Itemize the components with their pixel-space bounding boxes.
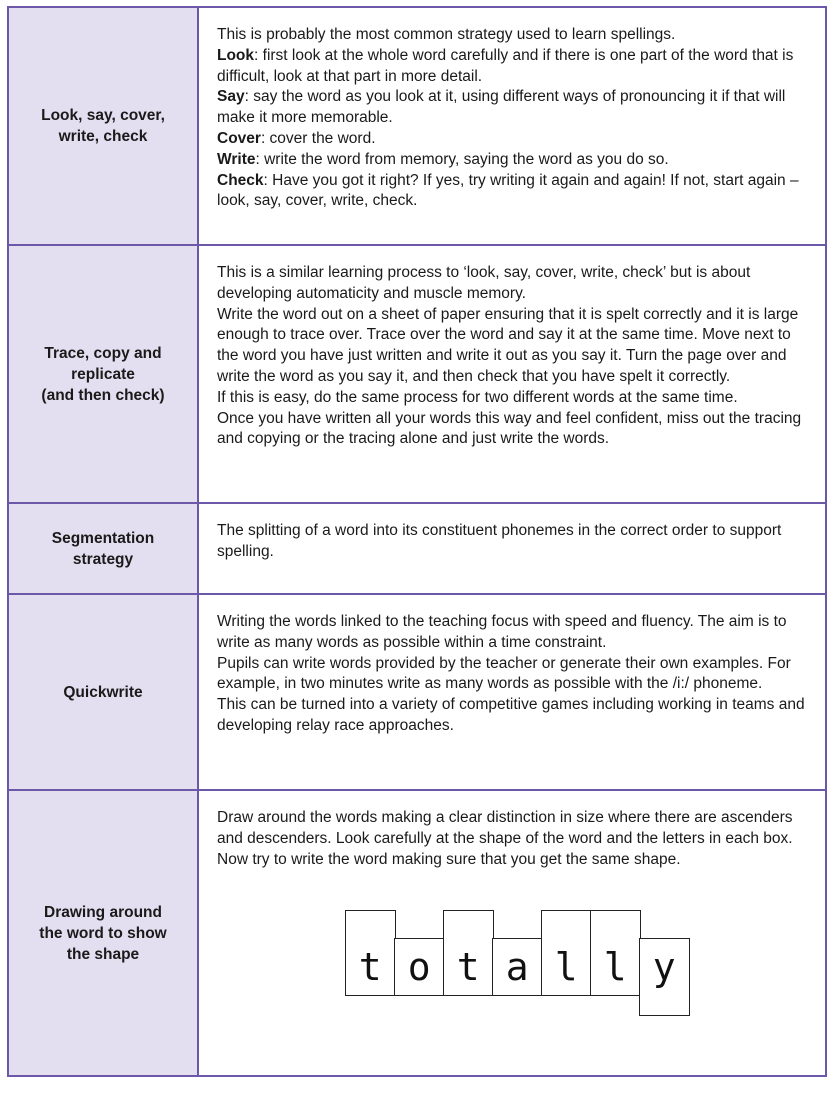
step-keyword: Cover xyxy=(217,129,261,147)
paragraph-text: : Have you got it right? If yes, try writing it again and again! If not, start again – look, say, cover, write, check. xyxy=(217,171,799,210)
description-paragraph xyxy=(217,25,811,46)
letter-glyph: t xyxy=(456,945,480,990)
table-row xyxy=(8,790,826,1076)
table-row xyxy=(8,245,826,503)
paragraph-text: : say the word as you look at it, using different ways of pronouncing it if that will make it more memorable. xyxy=(217,88,786,127)
strategy-name xyxy=(8,7,198,245)
description-paragraph: Draw around the words making a clear distinction in size where there are ascenders and descenders. Look carefully at the shape of the word and the letters in each box. Now try to write the word making sure that you get the same shape. xyxy=(217,809,793,868)
letter-box xyxy=(345,910,396,996)
description-paragraph xyxy=(217,129,811,150)
letter-glyph: t xyxy=(358,945,382,990)
paragraph-text: : first look at the whole word carefully and if there is one part of the word that is difficult, look at that part in more detail. xyxy=(217,46,794,85)
description-paragraph xyxy=(217,171,811,213)
strategy-name xyxy=(8,594,198,790)
strategy-name-line: Trace, copy and xyxy=(44,344,162,362)
table-row xyxy=(8,503,826,594)
letter-glyph: l xyxy=(554,945,578,990)
strategy-description xyxy=(198,790,826,1076)
step-keyword: Look xyxy=(217,46,255,64)
description-paragraph: This is a similar learning process to ‘look, say, cover, write, check’ but is about developing automaticity and muscle memory. xyxy=(217,264,751,302)
strategy-name-line: the word to show xyxy=(39,924,167,942)
strategy-name-line: replicate xyxy=(71,365,135,383)
letter-glyph: a xyxy=(505,945,529,990)
strategy-name xyxy=(8,245,198,503)
strategy-name-line: the shape xyxy=(66,945,140,963)
letter-box xyxy=(394,938,445,996)
strategy-name-line: strategy xyxy=(72,550,134,568)
strategy-name-line: Look, say, cover, xyxy=(41,107,165,124)
letter-glyph: l xyxy=(603,945,627,990)
letter-box xyxy=(590,910,641,996)
paragraph-text: This is probably the most common strategy used to learn spellings. xyxy=(217,26,676,43)
strategy-name-line: Segmentation xyxy=(51,529,155,547)
step-keyword: Check xyxy=(217,171,264,189)
letter-box xyxy=(639,938,690,1016)
description-paragraph xyxy=(217,87,811,129)
description-paragraph: If this is easy, do the same process for two different words at the same time. xyxy=(217,388,738,406)
description-paragraph xyxy=(217,46,811,88)
letter-glyph: y xyxy=(652,945,676,990)
table-row xyxy=(8,7,826,245)
step-keyword: Write xyxy=(217,150,256,168)
strategy-name-line: (and then check) xyxy=(41,386,165,404)
strategy-name-line: Quickwrite xyxy=(63,683,143,701)
description-paragraph: Writing the words linked to the teaching focus with speed and fluency. The aim is to write as many words as possible within a time constraint. xyxy=(217,613,787,651)
description-paragraph: The splitting of a word into its constituent phonemes in the correct order to support spelling. xyxy=(217,522,782,560)
strategy-name-line: Drawing around xyxy=(44,903,162,921)
paragraph-text: : cover the word. xyxy=(260,129,376,147)
strategy-description xyxy=(198,594,826,790)
description-paragraph: Write the word out on a sheet of paper ensuring that it is spelt correctly and it is large enough to trace over. Trace over the word and say it at the same time. Move next to the word you have just written and write it out as you say it. Turn the page over and write the word as you say it, and then check that you have spelt it correctly. xyxy=(217,305,799,385)
word-shape-diagram xyxy=(345,910,705,1030)
strategy-name xyxy=(8,790,198,1076)
strategy-description xyxy=(198,503,826,594)
table-row xyxy=(8,594,826,790)
letter-box xyxy=(492,938,543,996)
letter-glyph: o xyxy=(407,945,431,990)
description-paragraph: Once you have written all your words this way and feel confident, miss out the tracing and copying or the tracing alone and just write the words. xyxy=(217,409,802,448)
description-paragraph: Pupils can write words provided by the teacher or generate their own examples. For example, in two minutes write as many words as possible with the /i:/ phoneme. xyxy=(217,654,791,693)
strategy-name xyxy=(8,503,198,594)
step-keyword: Say xyxy=(217,88,245,106)
letter-box xyxy=(541,910,592,996)
strategy-name-line: write, check xyxy=(58,128,148,145)
strategy-description xyxy=(198,7,826,245)
spelling-strategies-table xyxy=(7,6,827,1077)
strategy-description xyxy=(198,245,826,503)
paragraph-text: : write the word from memory, saying the word as you do so. xyxy=(255,150,669,168)
description-paragraph: This can be turned into a variety of competitive games including working in teams and developing relay race approaches. xyxy=(217,696,805,734)
letter-box xyxy=(443,910,494,996)
description-paragraph xyxy=(217,150,811,171)
